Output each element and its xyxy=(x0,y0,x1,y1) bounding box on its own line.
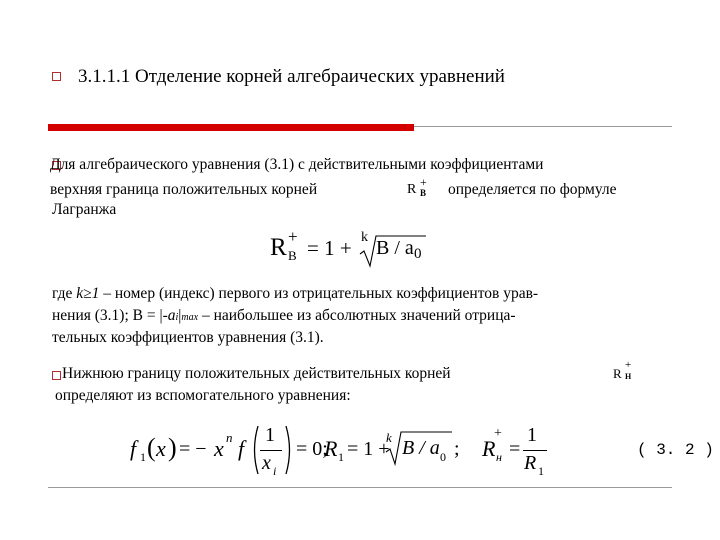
formula2-fraction-bar-2 xyxy=(523,450,547,451)
inline-rb-symbol: R + В xyxy=(407,175,427,198)
formula1-eq: = 1 + xyxy=(307,236,352,260)
formula1-zero: 0 xyxy=(414,246,422,262)
formula1-k: k xyxy=(361,230,368,245)
formula-auxiliary: f 1 ( x ) = − x n f 1 x i = 0; R 1 = 1 + k B / a 0 ; R + н = 1 R 1 xyxy=(128,420,548,482)
title-accent-bar xyxy=(48,124,414,131)
paragraph3-line1: Нижнюю границу положительных действительных корней xyxy=(62,365,451,382)
paragraph2-line2: нения (3.1); B = |-ai|max – наибольшее из абсолютных значений отрица- xyxy=(52,307,516,324)
section-title: 3.1.1.1 Отделение корней алгебраических уравнений xyxy=(78,66,505,87)
bottom-divider xyxy=(48,487,672,488)
paragraph3-bullet xyxy=(52,371,61,380)
formula1-radicand: B / a xyxy=(376,237,414,259)
formula1-plus: + xyxy=(288,227,298,246)
paragraph2-line3: тельных коэффициентов уравнения (3.1). xyxy=(52,329,324,346)
paragraph1-line1: Для алгебраического уравнения (3.1) с действительными коэффициентами xyxy=(50,156,544,173)
paragraph3-line2: определяют из вспомогательного уравнения: xyxy=(55,387,351,404)
paragraph1-line3: Лагранжа xyxy=(52,201,117,218)
equation-number: ( 3. 2 ) xyxy=(637,441,714,459)
formula-lagrange xyxy=(270,228,440,270)
title-bullet xyxy=(52,72,61,81)
paragraph1-line2a: верхняя граница положительных корней xyxy=(50,181,318,198)
paragraph2-line1: где k≥1 – номер (индекс) первого из отрицательных коэффициентов урав- xyxy=(52,285,539,302)
paragraph1-line2b: определяется по формуле xyxy=(448,181,617,198)
index-k: k≥1 xyxy=(76,285,100,302)
inline-rh-symbol: R + Н xyxy=(613,359,632,381)
formula2-left-paren xyxy=(250,424,260,476)
formula2-fraction-bar xyxy=(260,450,282,451)
formula2-right-paren xyxy=(284,424,294,476)
formula1-R: R xyxy=(270,234,287,261)
formula1-B: В xyxy=(288,248,297,263)
